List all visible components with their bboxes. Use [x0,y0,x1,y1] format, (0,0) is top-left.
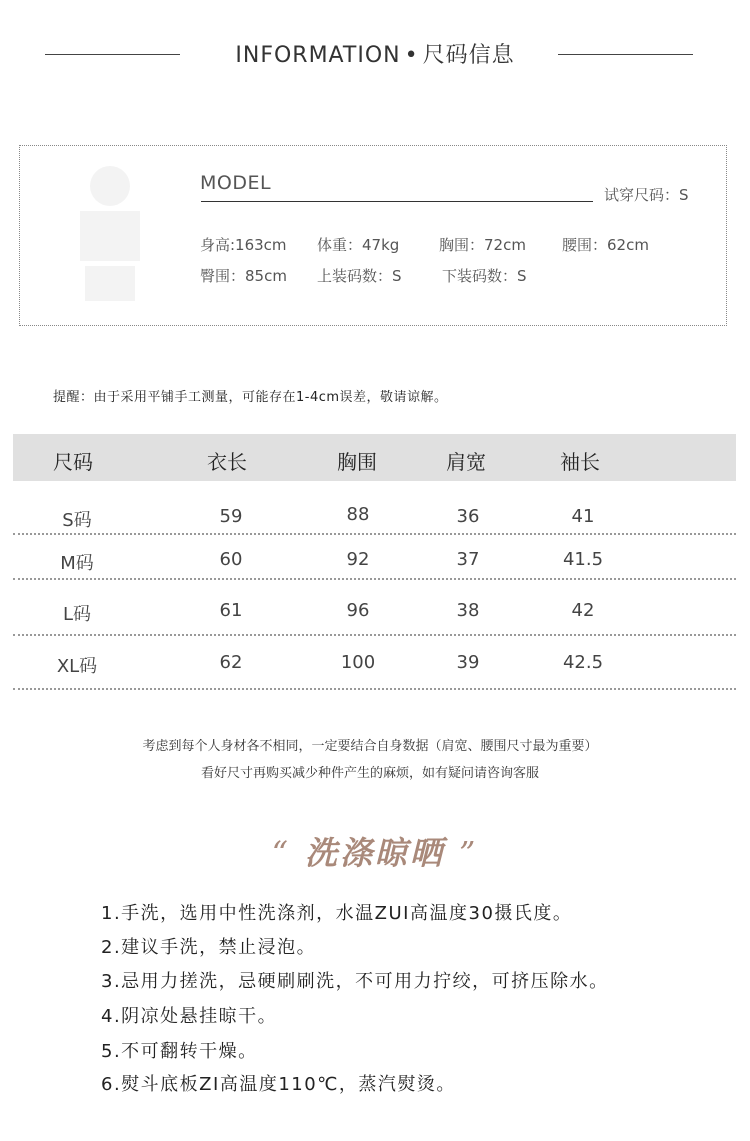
cell-chest: 100 [340,652,376,673]
section-title-en: INFORMATION [235,43,401,68]
cell-shoulder: 36 [456,506,480,527]
model-height: 身高:163cm [200,236,287,254]
cell-length: 60 [219,549,243,570]
cell-size: XL码 [56,656,98,677]
cell-length: 62 [219,652,243,673]
row-divider [13,634,736,636]
cell-shoulder: 37 [456,549,480,570]
model-photo-placeholder [60,166,180,306]
cell-shoulder: 39 [456,652,480,673]
header-shoulder: 肩宽 [446,450,486,474]
cell-size: S码 [62,510,92,531]
model-heading-underline [201,201,593,202]
washing-title-text: 洗涤晾晒 [304,834,445,872]
cell-chest: 96 [346,600,370,621]
measurement-note: 提醒：由于采用平铺手工测量，可能存在1-4cm误差，敬请谅解。 [53,390,448,405]
cell-length: 61 [219,600,243,621]
model-hip: 臀围：85cm [200,267,287,285]
model-info-box [19,145,727,326]
row-divider [13,578,736,580]
sizing-advice-line-2: 看好尺寸再购买减少种件产生的麻烦，如有疑问请咨询客服 [200,766,539,781]
care-instruction-3: 3.忌用力搓洗，忌硬刷刷洗，不可用力拧绞，可挤压除水。 [101,971,609,992]
cell-shoulder: 38 [456,600,480,621]
cell-sleeve: 42 [571,600,595,621]
fit-size: 试穿尺码：S [604,186,689,204]
header-sleeve: 袖长 [560,450,600,474]
section-title-zh: 尺码信息 [422,43,515,68]
model-waist: 腰围：62cm [562,236,649,254]
model-weight: 体重：47kg [317,236,400,254]
section-title [0,38,750,69]
washing-title [0,828,750,874]
model-top-size: 上装码数：S [317,267,402,285]
cell-sleeve: 41 [571,506,595,527]
cell-size: M码 [60,553,94,574]
row-divider [13,688,736,690]
row-divider [13,533,736,535]
sizing-advice-line-1: 考虑到每个人身材各不相同，一定要结合自身数据（肩宽、腰围尺寸最为重要） [142,739,598,754]
care-instruction-5: 5.不可翻转干燥。 [101,1041,258,1062]
cell-length: 59 [219,506,243,527]
cell-sleeve: 41.5 [562,549,604,570]
cell-sleeve: 42.5 [562,652,604,673]
quote-open: “ [271,834,291,872]
cell-size: L码 [62,604,92,625]
quote-close: ” [459,834,479,872]
care-instruction-1: 1.手洗，选用中性洗涤剂，水温ZUI高温度30摄氏度。 [101,903,573,924]
header-length: 衣长 [207,450,247,474]
header-chest: 胸围 [337,450,377,474]
care-instruction-2: 2.建议手洗，禁止浸泡。 [101,937,317,958]
section-title-dot: • [404,43,419,68]
care-instruction-4: 4.阴凉处悬挂晾干。 [101,1006,278,1027]
model-heading: MODEL [200,172,272,194]
cell-chest: 92 [346,549,370,570]
cell-chest: 88 [346,504,370,525]
model-bust: 胸围：72cm [439,236,526,254]
care-instruction-6: 6.熨斗底板ZI高温度110℃，蒸汽熨烫。 [101,1074,456,1095]
model-bottom-size: 下装码数：S [442,267,527,285]
header-size: 尺码 [53,450,93,474]
